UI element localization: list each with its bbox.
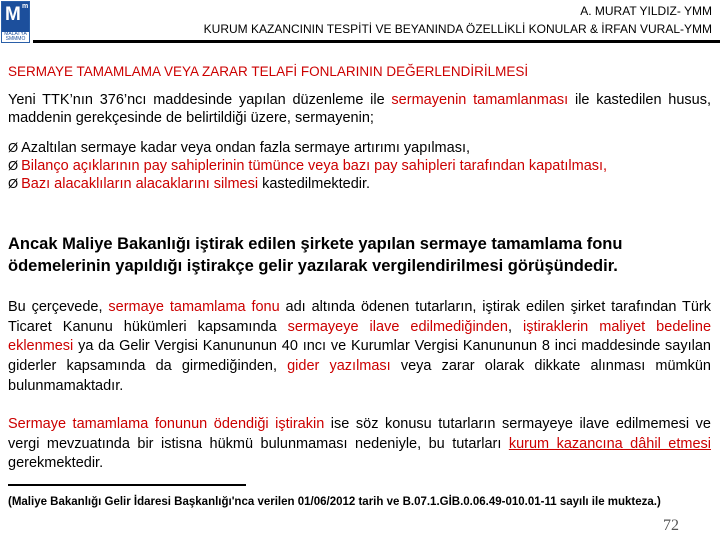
p3-highlight: gider yazılması (287, 358, 391, 375)
header-subject: KURUM KAZANCININ TESPİTİ VE BEYANINDA ÖZELLİKLİ KONULAR & İRFAN VURAL-YMM (203, 22, 712, 36)
intro-text: Yeni TTK’nın 376’ncı maddesinde yapılan düzenleme ile (8, 92, 392, 108)
p4-text: gerekmektedir. (8, 455, 104, 472)
intro-text-end: ile kastedilen husus, maddenin gerekçesinde de belirtildiği üzere, sermayenin; (8, 92, 711, 126)
bullet-list (8, 139, 711, 193)
p3-text: veya zarar olarak dikkate alınması mümkün bulunmamaktadır. (8, 358, 711, 394)
logo-sup: m (22, 3, 29, 10)
header-rule (33, 40, 720, 43)
logo-line1: MALATYA (4, 31, 27, 37)
p3-text: adı altında ödenen tutarların, iştirak edilen şirket tarafından Türk Ticaret Kanunu hükümleri kapsamında (8, 299, 711, 335)
bullet-text-highlight: Bilanço açıklarının pay sahiplerinin tümünce veya bazı pay sahipleri tarafından kapatılması, (21, 158, 608, 174)
logo-mark: M (5, 4, 21, 25)
intro-highlight: sermayenin tamamlanması (391, 92, 569, 108)
p4-highlight: Sermaye tamamlama fonunun ödendiği iştirakin (8, 416, 325, 432)
bullet-item (8, 139, 711, 157)
page-number: 72 (663, 517, 679, 534)
bullet-text-highlight: Bazı alacaklıların alacaklarını silmesi (21, 176, 259, 192)
logo-line2: SMMMO (5, 36, 26, 42)
logo-block (2, 2, 29, 32)
arrow-bullet-icon: Ø (8, 176, 19, 191)
footnote: (Maliye Bakanlığı Gelir İdaresi Başkanlığı'nca verilen 01/06/2012 tarih ve B.07.1.GİB.0.06.49-010.01-11 sayılı ile mukteza.) (8, 496, 661, 508)
p3-text: Bu çerçevede, (8, 299, 109, 315)
arrow-bullet-icon: Ø (8, 158, 19, 173)
header-author: A. MURAT YILDIZ- YMM (580, 4, 712, 18)
conclusion-paragraph (8, 415, 711, 474)
ministry-view-paragraph: Ancak Maliye Bakanlığı iştirak edilen şirkete yapılan sermaye tamamlama fonu ödemelerinin yapıldığı iştirakçe gelir yazılarak vergilendirilmesi görüşündedir. (8, 235, 623, 275)
p4-highlight: kurum kazancına dâhil etmesi (508, 435, 711, 452)
framework-paragraph (8, 298, 711, 397)
intro-paragraph (8, 91, 711, 127)
p3-text: , (507, 318, 523, 335)
p3-highlight: iştiraklerin maliyet bedeline eklenmesi (8, 318, 712, 355)
bullet-text: Azaltılan sermaye kadar veya ondan fazla sermaye artırımı yapılması, (21, 140, 471, 156)
footnote-rule (8, 484, 246, 486)
bullet-text: kastedilmektedir. (258, 176, 371, 192)
bullet-item (8, 157, 711, 175)
p4-text: ise söz konusu tutarların sermayeye ilave edilmemesi ve vergi mevzuatında bir istisna hükmü bulunmaması nedeniyle, bu tutarları (8, 416, 711, 452)
arrow-bullet-icon: Ø (8, 140, 19, 155)
bullet-item (8, 175, 711, 193)
smmmo-logo (1, 1, 30, 43)
p3-highlight: sermayeye ilave edilmediğinden (287, 318, 508, 335)
p3-text: ya da Gelir Vergisi Kanununun 40 ıncı ve Kurumlar Vergisi Kanununun 8 inci maddesinde sayılan giderler kapsamında da girmediğinden, (8, 338, 711, 375)
slide-title: SERMAYE TAMAMLAMA VEYA ZARAR TELAFİ FONLARININ DEĞERLENDİRİLMESİ (8, 64, 529, 79)
p3-highlight: sermaye tamamlama fonu (108, 299, 280, 315)
